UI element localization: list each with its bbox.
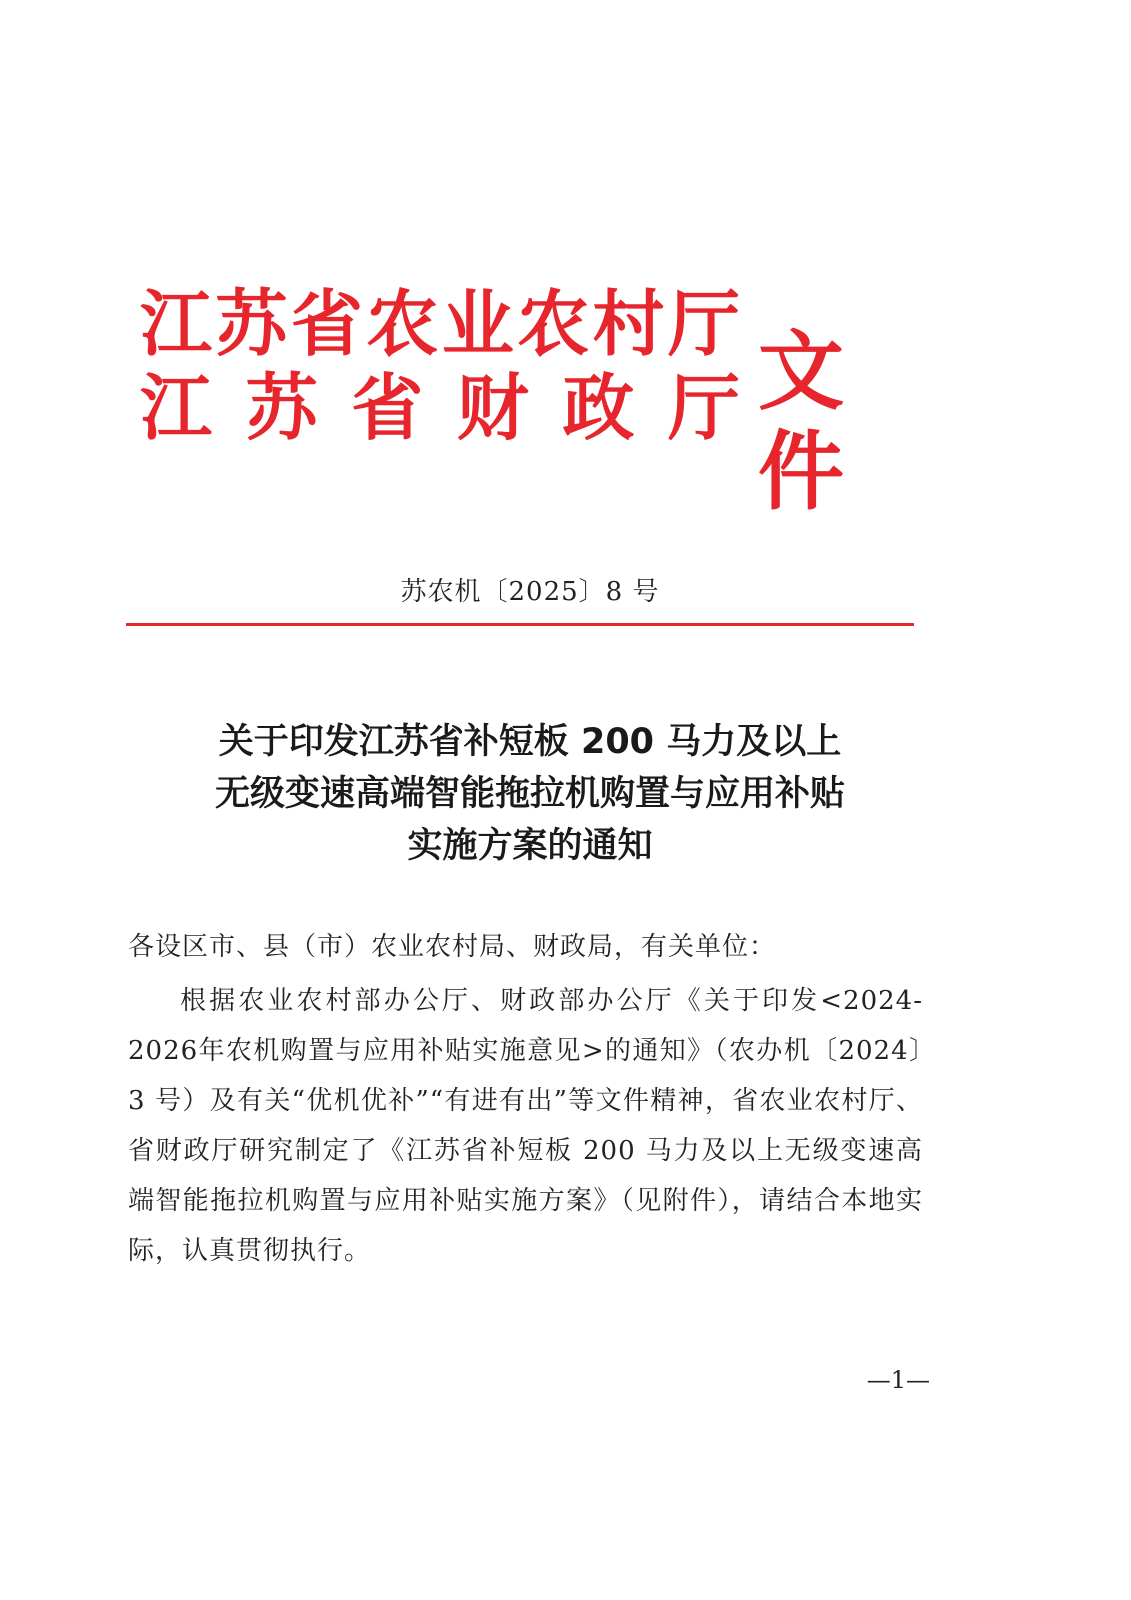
issuer-char: 业 [441, 281, 514, 366]
title-line: 关于印发江苏省补短板 200 马力及以上 [218, 722, 842, 762]
issuer-char: 财 [456, 365, 529, 450]
title-line: 实施方案的通知 [407, 826, 653, 866]
title-line: 无级变速高端智能拖拉机购置与应用补贴 [214, 774, 845, 814]
issuer-char: 省 [351, 365, 424, 450]
issuer-line-agriculture [140, 281, 740, 366]
doc-type-label: 文件 [758, 321, 850, 522]
issuer-char: 农 [366, 281, 439, 366]
red-masthead [140, 281, 930, 522]
issuer-char: 苏 [215, 281, 288, 366]
page-number: —1— [866, 1366, 930, 1394]
document-title [120, 716, 940, 872]
salutation: 各设区市、县（市）农业农村局、财政局，有关单位： [128, 932, 777, 962]
issuer-char: 农 [517, 281, 590, 366]
document-body [128, 922, 923, 1276]
issuer-char: 江 [140, 281, 213, 366]
issuer-char: 苏 [245, 365, 318, 450]
issuer-line-finance [140, 365, 740, 450]
issuer-char: 厅 [667, 281, 740, 366]
issuer-char: 江 [140, 365, 213, 450]
red-separator-line [126, 623, 914, 626]
document-number: 苏农机〔2025〕8 号 [400, 577, 660, 607]
issuer-char: 省 [290, 281, 363, 366]
issuer-char: 政 [562, 365, 635, 450]
issuer-char: 厅 [667, 365, 740, 450]
issuer-char: 村 [592, 281, 665, 366]
body-paragraph: 根据农业农村部办公厅、财政部办公厅《关于印发<2024-2026年农机购置与应用补贴实施意见>的通知》（农办机〔2024〕3 号）及有关“优机优补”“有进有出”等文件精神，省农业农村厅、省财政厅研究制定了《江苏省补短板 200 马力及以上无级变速高端智能拖拉机购置与应用补贴实施方案》（见附件），请结合本地实际，认真贯彻执行。 [128, 986, 923, 1266]
